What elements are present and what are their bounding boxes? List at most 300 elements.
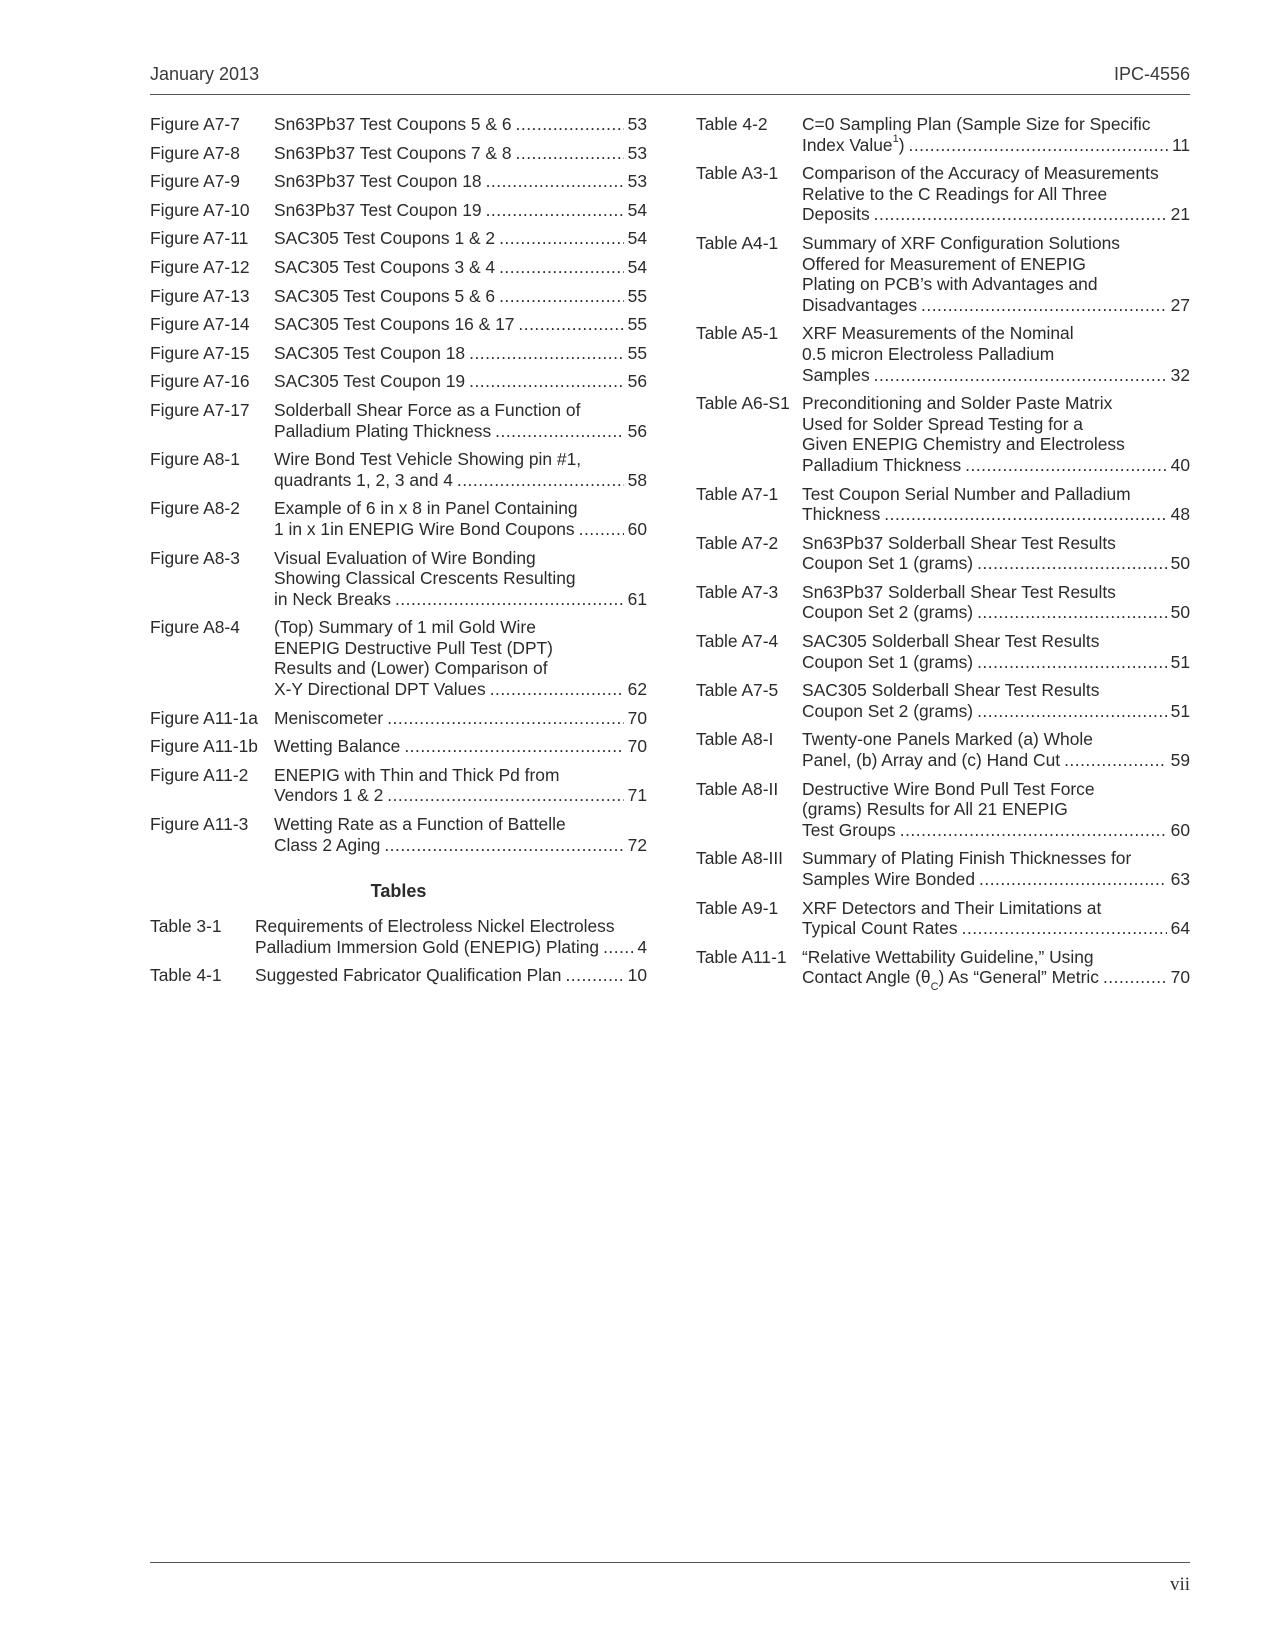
toc-entry-title-end [802,750,1060,771]
toc-entry-last-line [255,965,647,986]
toc-entry-title-line: Test Coupon Serial Number and Palladium [802,483,1131,504]
toc-entry-title-line: Sn63Pb37 Solderball Shear Test Results [802,581,1116,602]
toc-entry-title-line: ENEPIG with Thin and Thick Pd from [274,764,560,785]
toc-entry-title-part: Samples [802,364,870,385]
toc-entry-label: Table A6-S1 [696,393,790,414]
toc-entry-last-line [274,228,647,249]
toc-entry-title-line: Relative to the C Readings for All Three [802,183,1108,204]
toc-entry-label: Figure A8-2 [150,498,240,519]
dot-leader [565,965,623,986]
toc-entry-title-line: ENEPIG Destructive Pull Test (DPT) [274,637,553,658]
toc-entry-last-line [274,736,647,757]
toc-entry-title [274,708,647,729]
toc-entry-title [274,617,647,699]
toc-entry-page: 54 [627,256,647,277]
dot-leader [490,679,624,700]
toc-entry-last-line [802,967,1190,993]
toc-entry-title-part: Sn63Pb37 Test Coupons 7 & 8 [274,142,512,163]
toc-entry [150,449,647,490]
toc-entry-title-line: Showing Classical Crescents Resulting [274,568,576,589]
toc-entry-label: Figure A7-7 [150,114,240,134]
toc-entry-title-part: X-Y Directional DPT Values [274,679,486,700]
toc-entry-last-line [274,519,647,540]
toc-entry-page: 11 [1171,134,1190,155]
toc-entry-last-line [802,455,1190,476]
toc-entry-title-part: SAC305 Test Coupons 16 & 17 [274,314,515,335]
dot-leader [977,652,1167,673]
toc-entry-label: Figure A7-11 [150,228,249,249]
dot-leader [921,295,1167,316]
toc-entry-title-end [802,602,973,623]
dot-leader [486,171,624,192]
toc-entry-title-part: SAC305 Test Coupons 1 & 2 [274,228,496,249]
toc-entry-label: Figure A11-1b [150,736,258,757]
toc-entry-last-line [274,679,647,700]
toc-entry-label: Figure A11-1a [150,707,258,728]
toc-entry-title-end [274,736,400,757]
toc-entry-page: 53 [627,114,647,134]
toc-entry-title-end [274,708,383,729]
toc-entry-page: 58 [627,469,647,490]
toc-entry-title-line: Solderball Shear Force as a Function of [274,399,581,420]
toc-entry-title-end [255,937,599,958]
toc-entry-title-part: SAC305 Test Coupons 3 & 4 [274,256,496,277]
dot-leader [499,257,624,278]
dot-leader [874,204,1167,225]
dot-leader [977,553,1167,574]
toc-entry-title [274,736,647,757]
toc-entry-title-part: Vendors 1 & 2 [274,785,384,806]
toc-entry-title [274,765,647,806]
toc-entry-title [802,533,1190,574]
toc-entry-title-part: Wetting Balance [274,736,401,757]
toc-entry-label: Table A3-1 [696,163,779,184]
toc-entry [696,533,1190,574]
right-column [696,114,1190,996]
toc-entry-title-part: Class 2 Aging [274,834,381,855]
toc-entry-label: Figure A7-14 [150,314,250,335]
toc-entry-title-end [274,200,482,221]
toc-entry-title-part: Typical Count Rates [802,918,958,939]
toc-entry-title [274,114,647,135]
toc-entry-last-line [274,286,647,307]
toc-entry-title-end [274,171,482,192]
toc-entry-page: 63 [1170,869,1190,889]
toc-entry-label: Figure A8-1 [150,449,240,470]
toc-entry-page: 40 [1170,454,1190,475]
toc-entry-last-line [274,257,647,278]
toc-entry-title-end [274,589,391,610]
toc-entry-title-line: Comparison of the Accuracy of Measurements [802,163,1159,184]
toc-entry-page: 72 [627,834,647,855]
toc-entry-title-line: SAC305 Solderball Shear Test Results [802,631,1100,652]
toc-entry-last-line [274,343,647,364]
toc-entry-last-line [802,602,1190,623]
toc-entry-title-end [274,421,491,442]
toc-entry [150,314,647,335]
toc-entry-title-line: Sn63Pb37 Solderball Shear Test Results [802,532,1116,553]
dot-leader [469,371,624,392]
toc-entry-last-line [274,143,647,164]
toc-entry-label: Table A7-2 [696,532,779,553]
toc-entry-last-line [802,750,1190,771]
dot-leader [900,820,1167,841]
toc-entry-title [802,680,1190,721]
dot-leader [384,835,623,856]
toc-entry-label: Figure A7-12 [150,256,250,277]
toc-entry-title-end [802,820,896,841]
toc-entry-title-end [802,132,905,156]
toc-entry-title-part: Palladium Thickness [802,454,962,475]
toc-entry-label: Figure A7-16 [150,371,250,392]
toc-entry [150,257,647,278]
toc-entry [150,617,647,699]
toc-entry-last-line [274,835,647,856]
toc-entry-title-end [802,553,973,574]
toc-entry [150,965,647,986]
toc-entry-label: Figure A7-9 [150,171,240,192]
dot-leader [395,589,624,610]
toc-entry-title-line: XRF Measurements of the Nominal [802,323,1074,344]
dot-leader [965,455,1166,476]
dot-leader [404,736,623,757]
toc-entry-title [274,143,647,164]
toc-entry-title-end [255,965,561,986]
toc-entry-title-part: Thickness [802,504,881,525]
toc-entry-title [802,582,1190,623]
toc-entry-title-part: Sn63Pb37 Test Coupons 5 & 6 [274,114,512,134]
toc-entry-title-part: Panel, (b) Array and (c) Hand Cut [802,750,1061,771]
toc-entry-title-part: Coupon Set 1 (grams) [802,553,974,574]
toc-entry-page: 55 [627,342,647,363]
toc-entry-title-end [274,343,465,364]
toc-entry-page: 55 [627,285,647,306]
toc-entry [696,582,1190,623]
dot-leader [486,200,624,221]
toc-entry-page: 54 [627,228,647,249]
toc-entry-page: 61 [627,588,647,609]
toc-entry-title-part: Sn63Pb37 Test Coupon 18 [274,171,482,192]
toc-entry-page: 54 [627,199,647,220]
toc-entry-page: 53 [627,142,647,163]
toc-entry-page: 10 [627,965,647,986]
toc-entry [696,323,1190,385]
header-date: January 2013 [150,64,260,84]
toc-entry [150,916,647,957]
toc-entry-title [802,323,1190,385]
toc-entry [696,779,1190,841]
toc-entry [150,143,647,164]
toc-entry-title [274,548,647,610]
toc-entry-page: 60 [1170,819,1190,840]
toc-entry-title-line: Twenty-one Panels Marked (a) Whole [802,729,1093,750]
toc-entry-page: 70 [627,736,647,757]
dot-leader [979,869,1167,890]
toc-entry-title-part: Coupon Set 1 (grams) [802,651,974,672]
toc-entry-title-end [802,701,973,722]
toc-entry-page: 4 [637,936,647,957]
toc-entry-label: Table 3-1 [150,916,222,937]
toc-entry-label: Figure A11-3 [150,814,249,835]
toc-entry-title-part: 1 in x 1in ENEPIG Wire Bond Coupons [274,518,575,539]
toc-entry-title [274,228,647,249]
toc-entry-title [802,848,1190,889]
dot-leader [1064,750,1167,771]
toc-entry-title-line: Used for Solder Spread Testing for a [802,413,1083,434]
toc-entry-title-part: in Neck Breaks [274,588,391,609]
toc-entry-title-end [274,257,495,278]
dot-leader [387,785,623,806]
toc-entry-label: Table 4-2 [696,114,768,134]
toc-entry-title-part: ) As “General” Metric [938,967,1099,988]
toc-entry-title [274,257,647,278]
toc-entry [696,114,1190,155]
toc-entry-title-part: SAC305 Test Coupons 5 & 6 [274,285,496,306]
toc-entry [696,484,1190,525]
toc-entry-title-line: Preconditioning and Solder Paste Matrix [802,393,1113,414]
toc-entry [150,765,647,806]
toc-entry-last-line [802,553,1190,574]
dot-leader [962,918,1167,939]
toc-entry-title-line: Summary of XRF Configuration Solutions [802,232,1120,253]
toc-entry-title-part: Samples Wire Bonded [802,869,976,889]
toc-entry-title-part: Meniscometer [274,707,384,728]
toc-entry [150,814,647,855]
toc-entry [696,946,1190,993]
toc-entry [150,371,647,392]
toc-entry-title [802,631,1190,672]
toc-entry-page: 56 [627,371,647,392]
toc-entry-last-line [274,785,647,806]
toc-entry-title-line: “Relative Wettability Guideline,” Using [802,946,1094,967]
toc-entry [696,848,1190,889]
toc-entry-title [802,898,1190,939]
toc-entry-title-end [802,967,1099,993]
toc-entry-title [802,779,1190,841]
footer-rule [150,1562,1190,1563]
toc-entry-page: 21 [1170,204,1190,225]
toc-entry-title-end [274,228,495,249]
toc-entry-label: Figure A11-2 [150,764,249,785]
toc-entry-label: Figure A7-8 [150,142,240,163]
tables-heading: Tables [370,881,427,902]
toc-entry-title [255,916,647,957]
toc-entry-title-part: Coupon Set 2 (grams) [802,602,974,623]
toc-entry-title-part: Test Groups [802,819,896,840]
toc-entry-page: 32 [1170,364,1190,385]
toc-entry [696,898,1190,939]
toc-entry-label: Table A11-1 [696,946,787,967]
toc-entry-title-part: SAC305 Test Coupon 18 [274,342,466,363]
toc-entry-label: Table A7-5 [696,680,779,701]
toc-entry-page: 71 [627,785,647,806]
toc-entry-label: Table A7-1 [696,483,779,504]
toc-entry-title-line: Example of 6 in x 8 in Panel Containing [274,498,578,519]
toc-entry-page: 56 [627,420,647,441]
toc-entry-title-part: Palladium Immersion Gold (ENEPIG) Plating [255,936,600,957]
toc-entry-title-part: ) [898,134,905,155]
toc-entry-last-line [274,470,647,491]
toc-entry-title-end [274,785,383,806]
toc-entry-title-end [802,504,880,525]
toc-entry-title-end [274,314,514,335]
dot-leader [518,314,623,335]
toc-entry-title-line: 0.5 micron Electroless Palladium [802,343,1055,364]
toc-entry-label: Table A8-III [696,848,784,869]
dot-leader [579,519,624,540]
toc-entry-title [274,200,647,221]
toc-entry-title-line: Offered for Measurement of ENEPIG [802,253,1086,274]
toc-entry-last-line [274,371,647,392]
toc-entry [150,171,647,192]
toc-entry-label: Table A7-4 [696,631,779,652]
toc-entry-title-line: C=0 Sampling Plan (Sample Size for Specific [802,114,1151,134]
toc-entry-title-part: Index Value [802,134,893,155]
dot-leader [499,228,624,249]
toc-entry [150,400,647,441]
toc-entry-title-end [274,114,512,135]
toc-entry-title-part: quadrants 1, 2, 3 and 4 [274,469,453,490]
toc-entry-page: 70 [1170,967,1190,988]
dot-leader [603,937,633,958]
toc-entry-title-end [274,679,486,700]
dot-leader [977,602,1167,623]
toc-entry-title-line: Results and (Lower) Comparison of [274,658,548,679]
toc-entry [150,228,647,249]
toc-entry-title [802,393,1190,475]
toc-entry-title-end [802,295,917,316]
toc-entry [696,631,1190,672]
toc-entry-page: 48 [1170,504,1190,525]
toc-entry-label: Table A4-1 [696,232,779,253]
left-column [150,114,647,994]
toc-entry-title-end [274,286,495,307]
toc-entry-title-line: XRF Detectors and Their Limitations at [802,897,1102,918]
subscript: C [930,980,939,993]
toc-entry-page: 62 [627,679,647,700]
toc-entry-label: Table A8-II [696,778,779,799]
toc-entry-title-line: (grams) Results for All 21 ENEPIG [802,799,1068,820]
toc-entry [150,736,647,757]
dot-leader [1103,967,1167,988]
toc-entry-page: 51 [1170,651,1190,672]
toc-entry-title-part: Sn63Pb37 Test Coupon 19 [274,199,482,220]
page-header [150,64,1190,94]
toc-entry-title-end [802,869,975,890]
toc-entry-page: 59 [1170,750,1190,771]
toc-entry-title-end [802,204,870,225]
superscript: 1 [892,132,899,145]
toc-entry-title-end [274,143,512,164]
toc-entry [150,548,647,610]
toc-entry-title-end [802,918,958,939]
toc-entry [696,163,1190,225]
dot-leader [884,504,1166,525]
toc-entry-title-end [802,365,870,386]
toc-entry-last-line [802,701,1190,722]
toc-entry-label: Figure A7-17 [150,399,250,420]
toc-entry [696,680,1190,721]
toc-entry-last-line [274,200,647,221]
toc-entry [696,393,1190,475]
dot-leader [387,708,623,729]
figure-list [150,114,647,855]
toc-entry-title-end [802,652,973,673]
toc-entry-last-line [274,708,647,729]
toc-entry-title-part: Coupon Set 2 (grams) [802,700,974,721]
toc-entry-title [802,484,1190,525]
toc-entry-label: Table 4-1 [150,965,222,986]
toc-entry-last-line [255,937,647,958]
toc-entry-title-part: Suggested Fabricator Qualification Plan [255,965,562,986]
toc-entry-title-line: Destructive Wire Bond Pull Test Force [802,778,1095,799]
page-number: vii [1169,1574,1190,1595]
toc-entry-title [274,400,647,441]
dot-leader [457,470,624,491]
dot-leader [516,114,624,135]
toc-entry-title-end [274,519,575,540]
toc-entry-title [255,965,647,986]
dot-leader [495,421,623,442]
toc-entry-page: 27 [1170,294,1190,315]
toc-entry-label: Table A8-I [696,729,774,750]
dot-leader [516,143,624,164]
toc-entry-label: Figure A7-10 [150,199,250,220]
toc-entry-page: 50 [1170,553,1190,574]
toc-entry-title [274,286,647,307]
toc-entry-page: 53 [627,171,647,192]
dot-leader [908,135,1167,156]
toc-entry-title-line: Given ENEPIG Chemistry and Electroless [802,434,1125,455]
toc-entry-title-part: SAC305 Test Coupon 19 [274,371,466,392]
toc-entry-last-line [274,589,647,610]
toc-entry-title-line: (Top) Summary of 1 mil Gold Wire [274,617,536,638]
toc-entry-title [802,114,1190,155]
dot-leader [977,701,1167,722]
toc-entry-title-end [274,835,380,856]
table-list-left [150,916,647,986]
toc-entry-last-line [274,314,647,335]
toc-entry [150,343,647,364]
dot-leader [499,286,624,307]
toc-entry-last-line [802,365,1190,386]
toc-entry-last-line [802,132,1190,156]
toc-entry-title-end [274,470,453,491]
toc-entry [150,114,647,135]
toc-entry [150,708,647,729]
toc-entry-title-line: Wetting Rate as a Function of Battelle [274,814,566,835]
toc-entry-last-line [274,171,647,192]
dot-leader [469,343,624,364]
toc-entry-title [802,163,1190,225]
toc-entry-title [274,814,647,855]
toc-entry-label: Table A9-1 [696,897,779,918]
toc-entry-title-end [274,371,465,392]
toc-entry-label: Table A5-1 [696,323,779,344]
toc-entry [150,286,647,307]
toc-entry-title-line: Plating on PCB’s with Advantages and [802,274,1098,295]
toc-entry-title-line: Wire Bond Test Vehicle Showing pin #1, [274,449,582,470]
header-rule [150,94,1190,95]
toc-entry-title [274,171,647,192]
toc-entry-title-part: Deposits [802,204,870,225]
toc-entry-title-line: Visual Evaluation of Wire Bonding [274,547,536,568]
toc-entry-title [802,729,1190,770]
toc-entry-title-part: Palladium Plating Thickness [274,420,492,441]
toc-entry-last-line [802,652,1190,673]
toc-entry-page: 51 [1170,700,1190,721]
toc-entry-title-line: Summary of Plating Finish Thicknesses for [802,848,1132,869]
